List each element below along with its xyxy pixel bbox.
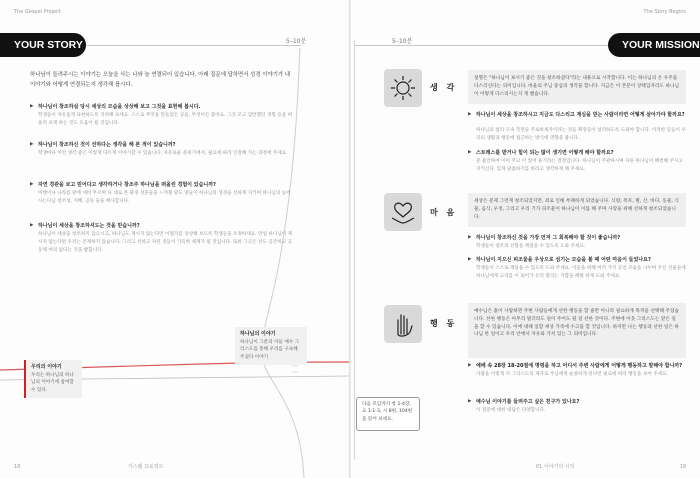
intro-paragraph: 하나님이 들려주시는 이야기는 오늘을 사는 나와 늘 연결되어 있습니다. 아래 질문에 답하면서 성경 이야기가 내 이야기와 어떻게 연결되는지 생각해 봅시다. xyxy=(30,72,291,88)
timeline-line-right xyxy=(354,40,355,460)
story-answer-4: 하나님이 세상을 창조하지 않으시고, 하나님도 계시지 않는다면 어떨지를 상상해 보도록 학생들을 조정하세요. 만일 하나님이 계시지 않는다면 우리는 존재하지 않습니다. 그리고 선하고 자된 것들이 가득한 세계가 될 것입니다. 또한 그곳은 선도 공존하고 공동체 여의 없다는 것을 발합니다. xyxy=(38,232,293,253)
mission-answer-5: 사람을 이렇게 지 그리스도의 제자로 주님에게 순종하게 된다면 필요에 따라 행동을 보여 주세요. xyxy=(476,372,669,377)
gods-story-body: 하나님이 그분의 아들 예수 그리스도를 통해 우리를 구속해 주셨다 이야기 xyxy=(240,339,300,360)
section-label-heart: 마 음 xyxy=(430,208,458,217)
section-label-act: 행 동 xyxy=(430,319,458,328)
mission-answer-2: 분 불안하여 이미 주고 이 있어 용기라는 결정입니다. 하나님이 주관하시며 다른 하나님이 해결해 주시고 지키신다. 있게 말씀하기를 바라고 생각하게 해 주세요. xyxy=(476,159,683,172)
hand-icon xyxy=(383,304,423,344)
story-question-2: ▶ 하나님이 창조하신 것이 선하다는 생각을 해 본 적이 있습니까? xyxy=(30,142,176,148)
our-story-callout xyxy=(24,360,82,398)
mission-question-5: ▶ 예배 속 28장 18-20절에 명령을 하고 어디서 주변 사람에게 어떻게 행동하고 말해야 합니까? xyxy=(468,363,683,369)
your-mission-tab: YOUR MISSION xyxy=(608,33,700,57)
story-question-4: ▶ 하나님이 세상을 창조하셔도는 것을 믿습니까? xyxy=(30,223,140,229)
brain-icon xyxy=(383,68,423,108)
mission-question-4: ▶ 하나님이 지으신 피조물을 우상으로 섬기는 모습을 볼 때 어떤 마음이 들었나요? xyxy=(468,257,651,263)
mission-question-3: ▶ 하나님이 창조하신 것을 가장 먼저 그 회복해야 할 것이 좋습니까? xyxy=(468,235,621,241)
section-box-act: 예수님은 흙이 사람하면 주변 사람들에게 선한 행동을 할 줄만 아니라 필요하게 목적을 선택해 주셨습니다. 선한 행동은 아무리 멀더라도 일이 주어도 될 길 선한 것이다. 주변에 이웃 그리스도는 맡은 일을 할 수 있습니다. 이에 대해 일할 세상 가족에 수고를 할 것입니다. 하지만 나는 행동과 선한 일은 하나님 한 일이고 우리 안에서 자유와 가치 있는 그 의미입니다. xyxy=(468,303,686,358)
story-answer-2: 학생마다 이런 생각 좋은 이렇게 다르게 이야기할 수 있습니다. 자유로운 분위기에서, 필요에 따라 인정해 가는 과정에 주세요. xyxy=(38,151,288,156)
time-badge-left: 5–10분 xyxy=(286,38,307,45)
your-story-tab: YOUR STORY xyxy=(0,33,86,57)
page-number-left: 18 xyxy=(14,464,21,470)
gods-story-callout xyxy=(235,327,307,365)
section-label-think: 생 각 xyxy=(430,83,458,92)
folio-label-right: 01 이야기의 시작 xyxy=(536,464,575,470)
header-rule-right xyxy=(355,45,608,46)
mission-answer-6: 이 질문에 대한 대답은 다양합니다. xyxy=(476,408,546,413)
page-number-right: 19 xyxy=(679,464,686,470)
section-box-heart: 세상은 문제 그런게 창조되었지만, 죄로 인해 부패하게 되었습니다. 식량, 폭포, 별, 산, 바다, 동물, 식물, 음식, 우정, 그리고 우리 기가 피조물이 하나님이 이를 해 주며 사랑을 위해 선하게 창조되었습니다. xyxy=(468,193,686,227)
running-head-right: The Story Begins xyxy=(643,9,686,15)
our-story-body: 우리는 하나님의 하나님의 이야기에 참여할 수 있다. xyxy=(31,372,74,393)
story-answer-1: 학생들이 자유롭게 표현하도록 격려해 보세요. 스스로 무엇을 만들었든 공들, 무엇이든 좋아요. 그것 모고 감탄했던 경험 등을 떠올려 보게 하는 것도 도움이 될 것입니다. xyxy=(38,113,293,126)
mission-answer-1: 하나님의 섭리 구속 측면들 주로하세자이라는 것들 확장들이 설리하도록 도와야 합니다. 이러한 믿음이 우리의 생활과 행동에 접근하는 방식에 영향을 줍니다. xyxy=(476,128,686,141)
gods-story-title: 하나님의 이야기 xyxy=(240,331,276,337)
reading-reference-box: 다음 모임까지 창 1-4장, 요 1:1-3, 시 8편, 104편을 읽어 보세요. xyxy=(356,397,420,431)
story-question-1: ▶ 하나님이 창조하실 당시 세상의 모습을 상상해 보고 그것을 표현해 봅시다. xyxy=(30,104,201,110)
mission-question-2: ▶ 스트레스를 받거나 힘이 되는 많이 생기면 어떻게 해야 할까요? xyxy=(468,150,614,156)
heart-hands-icon xyxy=(383,192,423,232)
our-story-title: 우리의 이야기 xyxy=(31,364,62,370)
time-badge-right: 5–10분 xyxy=(392,38,413,45)
mission-question-6: ▶ 예수님 이야기를 들려주고 싶은 친구가 있나요? xyxy=(468,399,580,405)
section-box-think: 설명은 "하나님이 보시기 좋은 것을 창조하셨다"라는 내용으로 시작합니다. 이는 하나님의 온 우주를 다스리신다는 의미입니다. 바울의 주님 중심의 생각을 합니다. 지금은 이 본문이 상태입자리도 하나님이 어떻게 다스리시는지 게 했습니다. xyxy=(468,70,686,104)
story-question-3: ▶ 자연 경관을 보고 믿어다고 생각하거나 창조주 하나님을 떠올린 경험이 있습니까? xyxy=(30,182,216,188)
mission-answer-3: 학생들이 창조의 선함을 깨달을 수 있도록 도와 주세요. xyxy=(476,244,586,249)
story-answer-3: 여행이나 나라를 맡에 세비 무르며 다 대로 본 광경 성흔들을 느껴볼 말도 말들이 하나님의 성경을 선하게 지키며 하나님의 능력 사는다님 창조성, 지혜, 공동 들을 배사합니다. xyxy=(38,191,291,204)
mission-question-1: ▶ 하나님이 세상을 창조하시고 지금도 다스리고 계심을 믿는 사람이라면 어떻게 살아가야 할까요? xyxy=(468,112,685,118)
mission-answer-4: 학생들이 스스로 깨달을 수 있도록 도와 주세요. 이웃을 위해 여러 가지 공연 모습을 나누며 주신 선물들에 하나님에게 고리를 이 되어가 유리 열리는 기쁨을 배웠 하게 도와 주세요. xyxy=(476,266,686,279)
running-head-left: The Gospel Project xyxy=(14,9,61,15)
folio-label-left: 가스펠 프로젝트 xyxy=(128,464,164,470)
